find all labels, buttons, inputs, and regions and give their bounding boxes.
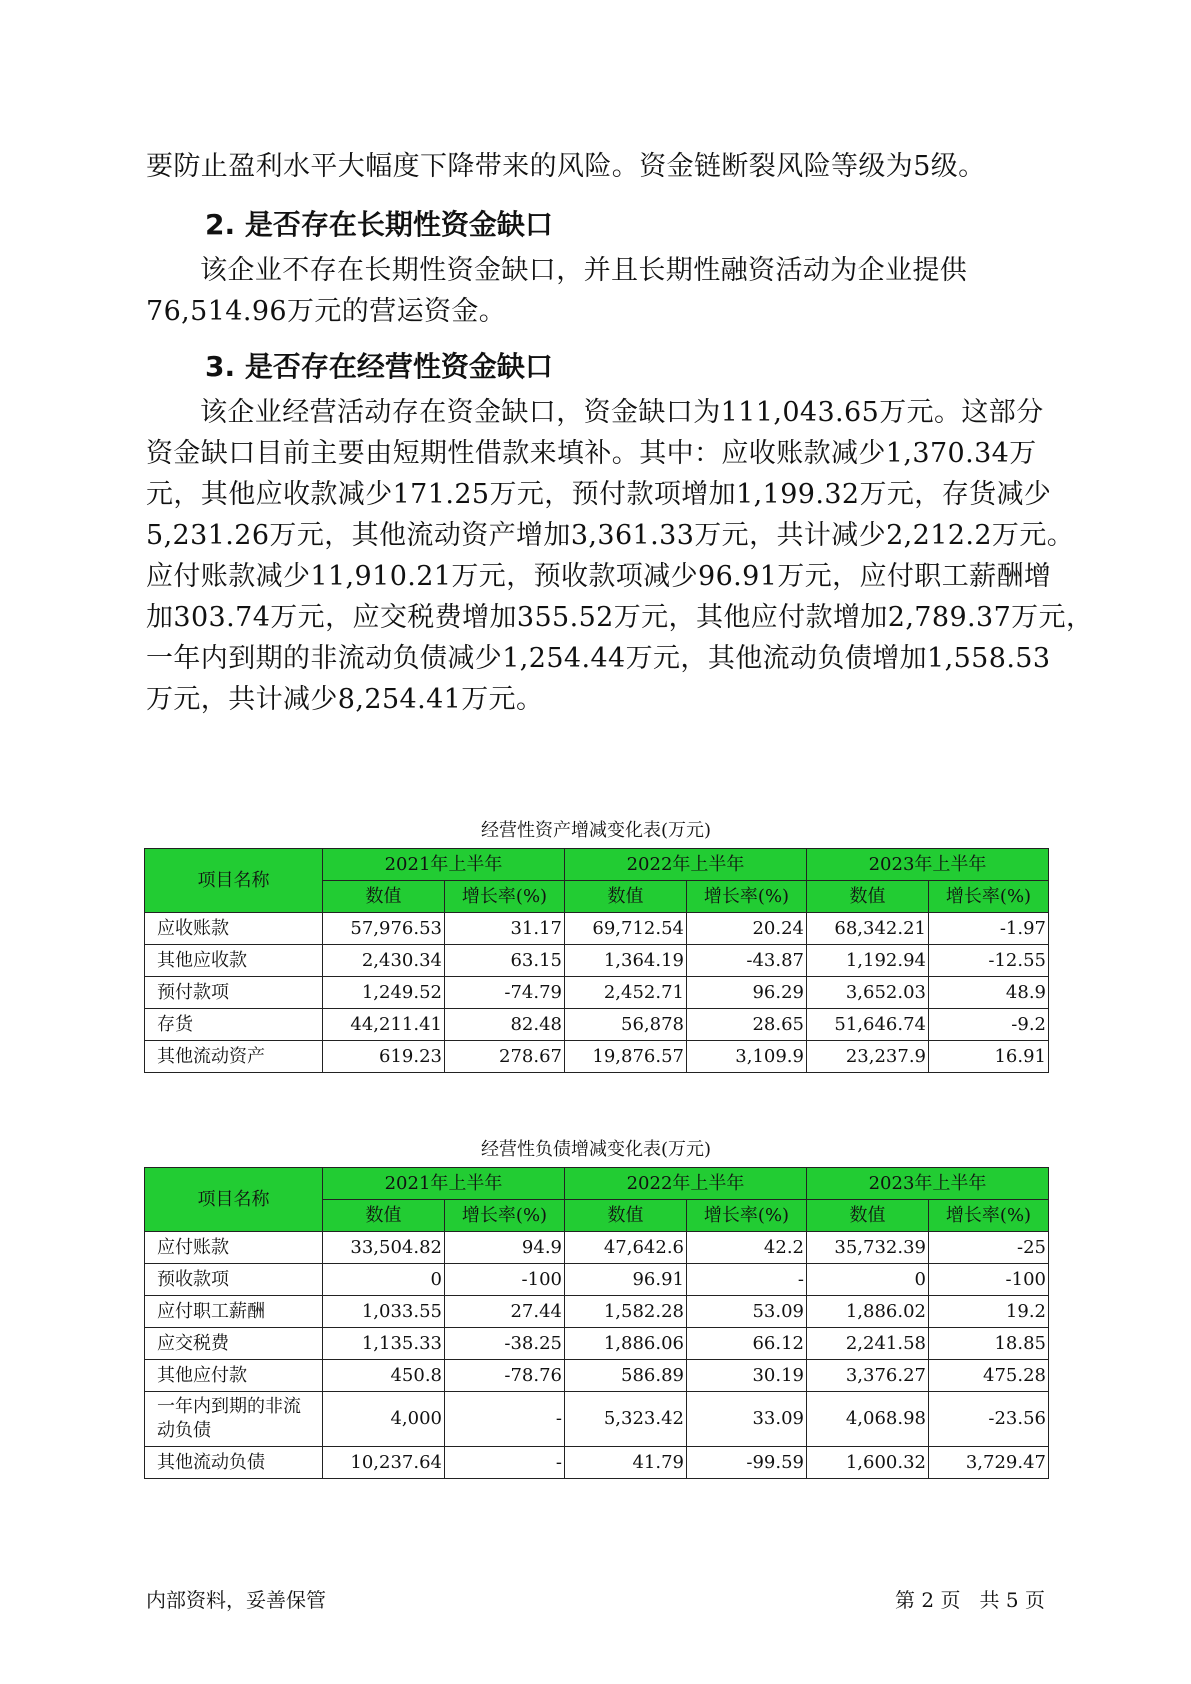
cell-value: 3,652.03 <box>807 977 929 1009</box>
paragraph-line: 资金缺口目前主要由短期性借款来填补。其中：应收账款减少1,370.34万 <box>146 438 1037 469</box>
header-year-2021: 2021年上半年 <box>323 849 565 881</box>
cell-value: 3,376.27 <box>807 1360 929 1392</box>
subheader-growth: 增长率(%) <box>929 1200 1049 1232</box>
cell-growth: - <box>687 1264 807 1296</box>
header-year-2022: 2022年上半年 <box>565 849 807 881</box>
table-caption-liabilities: 经营性负债增减变化表(万元) <box>480 1139 712 1160</box>
subheader-growth: 增长率(%) <box>445 1200 565 1232</box>
cell-value: 1,135.33 <box>323 1328 445 1360</box>
cell-growth: - <box>445 1392 565 1447</box>
cell-value: 1,364.19 <box>565 945 687 977</box>
row-name-line: 一年内到期的非流 <box>157 1396 301 1417</box>
cell-growth: 16.91 <box>929 1041 1049 1073</box>
cell-growth: 28.65 <box>687 1009 807 1041</box>
table-row <box>145 977 1049 1009</box>
cell-growth: -12.55 <box>929 945 1049 977</box>
paragraph-line: 5,231.26万元，其他流动资产增加3,361.33万元，共计减少2,212.2万元。 <box>146 520 1075 551</box>
cell-growth: -25 <box>929 1232 1049 1264</box>
table-row <box>145 1447 1049 1479</box>
header-item-name: 项目名称 <box>145 1168 323 1232</box>
table-row <box>145 945 1049 977</box>
cell-growth: -23.56 <box>929 1392 1049 1447</box>
cell-value: 33,504.82 <box>323 1232 445 1264</box>
cell-growth: 48.9 <box>929 977 1049 1009</box>
table-row <box>145 1360 1049 1392</box>
cell-growth: 3,729.47 <box>929 1447 1049 1479</box>
cell-value: 69,712.54 <box>565 913 687 945</box>
table-row <box>145 1232 1049 1264</box>
row-name: 预收款项 <box>145 1264 323 1296</box>
paragraph-risk-level <box>146 146 1046 187</box>
subheader-growth: 增长率(%) <box>445 881 565 913</box>
header-item-name: 项目名称 <box>145 849 323 913</box>
cell-value: 0 <box>807 1264 929 1296</box>
paragraph-line: 加303.74万元，应交税费增加355.52万元，其他应付款增加2,789.37万元， <box>146 602 1094 633</box>
row-name: 应收账款 <box>145 913 323 945</box>
subheader-value: 数值 <box>807 881 929 913</box>
cell-growth: 33.09 <box>687 1392 807 1447</box>
cell-growth: 20.24 <box>687 913 807 945</box>
paragraph-line: 应付账款减少11,910.21万元，预收款项减少96.91万元，应付职工薪酬增 <box>146 561 1052 592</box>
cell-value: 51,646.74 <box>807 1009 929 1041</box>
paragraph-operating-gap <box>146 392 1094 720</box>
cell-value: 19,876.57 <box>565 1041 687 1073</box>
cell-growth: 278.67 <box>445 1041 565 1073</box>
cell-value: 2,452.71 <box>565 977 687 1009</box>
cell-growth: 53.09 <box>687 1296 807 1328</box>
cell-value: 4,000 <box>323 1392 445 1447</box>
paragraph-line: 要防止盈利水平大幅度下降带来的风险。资金链断裂风险等级为5级。 <box>146 151 986 182</box>
cell-growth: -74.79 <box>445 977 565 1009</box>
operating-assets-table <box>144 848 1049 1073</box>
row-name: 其他流动资产 <box>145 1041 323 1073</box>
cell-value: 586.89 <box>565 1360 687 1392</box>
subheader-growth: 增长率(%) <box>687 1200 807 1232</box>
cell-value: 4,068.98 <box>807 1392 929 1447</box>
subheader-value: 数值 <box>323 881 445 913</box>
cell-value: 1,886.02 <box>807 1296 929 1328</box>
row-name: 应付账款 <box>145 1232 323 1264</box>
header-year-2022: 2022年上半年 <box>565 1168 807 1200</box>
cell-growth: 27.44 <box>445 1296 565 1328</box>
paragraph-line: 一年内到期的非流动负债减少1,254.44万元，其他流动负债增加1,558.53 <box>146 643 1051 674</box>
cell-value: 47,642.6 <box>565 1232 687 1264</box>
cell-growth: -1.97 <box>929 913 1049 945</box>
row-name <box>145 1392 323 1447</box>
row-name: 应交税费 <box>145 1328 323 1360</box>
cell-growth: 66.12 <box>687 1328 807 1360</box>
subheader-value: 数值 <box>565 1200 687 1232</box>
cell-growth: -43.87 <box>687 945 807 977</box>
footer-page-number: 第 2 页 共 5 页 <box>895 1588 1045 1612</box>
paragraph-line: 万元，共计减少8,254.41万元。 <box>146 684 544 715</box>
table-header-row <box>145 849 1049 881</box>
cell-value: 96.91 <box>565 1264 687 1296</box>
subheader-growth: 增长率(%) <box>687 881 807 913</box>
cell-value: 450.8 <box>323 1360 445 1392</box>
cell-value: 2,241.58 <box>807 1328 929 1360</box>
table-row <box>145 913 1049 945</box>
cell-growth: - <box>445 1447 565 1479</box>
table-row <box>145 1392 1049 1447</box>
cell-growth: -100 <box>445 1264 565 1296</box>
cell-value: 1,582.28 <box>565 1296 687 1328</box>
cell-value: 57,976.53 <box>323 913 445 945</box>
cell-value: 1,192.94 <box>807 945 929 977</box>
section-heading-operating-gap: 3. 是否存在经营性资金缺口 <box>205 350 553 383</box>
cell-value: 1,886.06 <box>565 1328 687 1360</box>
row-name: 应付职工薪酬 <box>145 1296 323 1328</box>
cell-growth: -99.59 <box>687 1447 807 1479</box>
row-name: 其他流动负债 <box>145 1447 323 1479</box>
subheader-growth: 增长率(%) <box>929 881 1049 913</box>
cell-growth: 63.15 <box>445 945 565 977</box>
paragraph-line: 76,514.96万元的营运资金。 <box>146 296 507 327</box>
footer-confidential-note: 内部资料，妥善保管 <box>146 1588 326 1612</box>
cell-value: 2,430.34 <box>323 945 445 977</box>
cell-growth: 19.2 <box>929 1296 1049 1328</box>
cell-growth: -100 <box>929 1264 1049 1296</box>
header-year-2023: 2023年上半年 <box>807 1168 1049 1200</box>
header-year-2023: 2023年上半年 <box>807 849 1049 881</box>
cell-value: 5,323.42 <box>565 1392 687 1447</box>
cell-growth: -78.76 <box>445 1360 565 1392</box>
paragraph-line: 该企业不存在长期性资金缺口，并且长期性融资活动为企业提供 <box>200 255 968 286</box>
cell-growth: 3,109.9 <box>687 1041 807 1073</box>
table-header-row <box>145 1168 1049 1200</box>
cell-value: 44,211.41 <box>323 1009 445 1041</box>
operating-liabilities-table <box>144 1167 1049 1479</box>
cell-value: 619.23 <box>323 1041 445 1073</box>
table-caption-assets: 经营性资产增减变化表(万元) <box>480 820 712 841</box>
cell-value: 56,878 <box>565 1009 687 1041</box>
cell-value: 1,033.55 <box>323 1296 445 1328</box>
header-year-2021: 2021年上半年 <box>323 1168 565 1200</box>
cell-value: 68,342.21 <box>807 913 929 945</box>
table-row <box>145 1009 1049 1041</box>
cell-growth: 82.48 <box>445 1009 565 1041</box>
cell-growth: 94.9 <box>445 1232 565 1264</box>
row-name: 预付款项 <box>145 977 323 1009</box>
cell-growth: 30.19 <box>687 1360 807 1392</box>
table-row <box>145 1041 1049 1073</box>
cell-growth: -9.2 <box>929 1009 1049 1041</box>
row-name-line: 动负债 <box>157 1420 211 1441</box>
table-row <box>145 1264 1049 1296</box>
cell-growth: 96.29 <box>687 977 807 1009</box>
paragraph-line: 元，其他应收款减少171.25万元，预付款项增加1,199.32万元，存货减少 <box>146 479 1052 510</box>
paragraph-line: 该企业经营活动存在资金缺口，资金缺口为111,043.65万元。这部分 <box>200 397 1044 428</box>
section-heading-long-term-gap: 2. 是否存在长期性资金缺口 <box>205 208 553 241</box>
cell-growth: -38.25 <box>445 1328 565 1360</box>
cell-value: 41.79 <box>565 1447 687 1479</box>
cell-growth: 31.17 <box>445 913 565 945</box>
cell-value: 1,600.32 <box>807 1447 929 1479</box>
cell-value: 35,732.39 <box>807 1232 929 1264</box>
cell-value: 0 <box>323 1264 445 1296</box>
cell-value: 23,237.9 <box>807 1041 929 1073</box>
subheader-value: 数值 <box>323 1200 445 1232</box>
cell-value: 10,237.64 <box>323 1447 445 1479</box>
paragraph-long-term-gap <box>146 250 1046 332</box>
row-name: 其他应收款 <box>145 945 323 977</box>
table-row <box>145 1296 1049 1328</box>
cell-growth: 18.85 <box>929 1328 1049 1360</box>
row-name: 其他应付款 <box>145 1360 323 1392</box>
subheader-value: 数值 <box>565 881 687 913</box>
cell-growth: 475.28 <box>929 1360 1049 1392</box>
cell-growth: 42.2 <box>687 1232 807 1264</box>
row-name: 存货 <box>145 1009 323 1041</box>
subheader-value: 数值 <box>807 1200 929 1232</box>
cell-value: 1,249.52 <box>323 977 445 1009</box>
table-row <box>145 1328 1049 1360</box>
